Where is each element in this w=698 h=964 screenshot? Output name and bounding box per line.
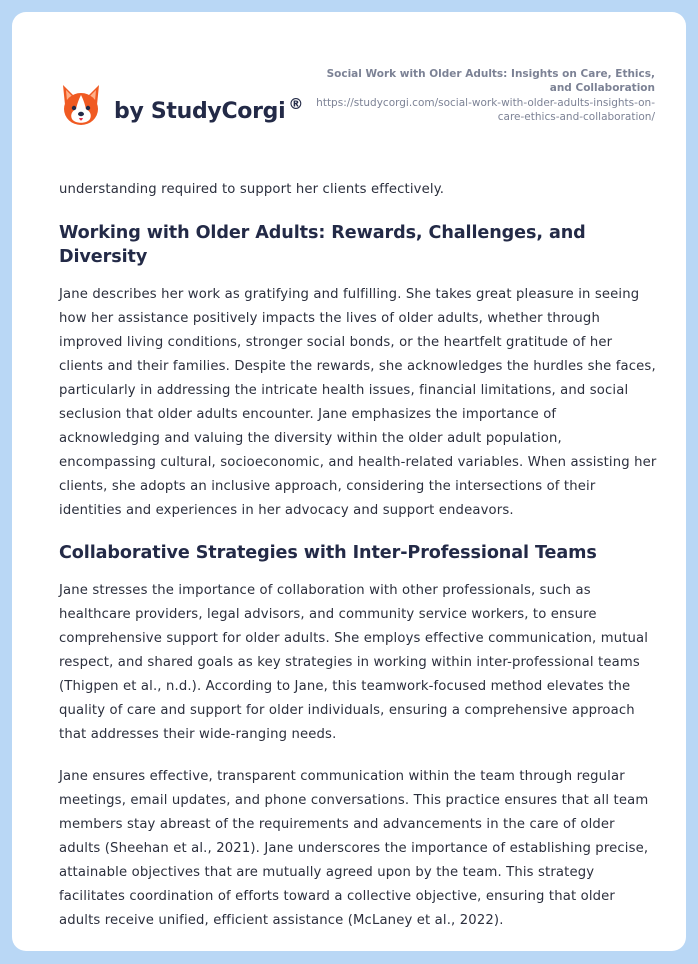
logo-wordmark: by StudyCorgi ®	[114, 94, 304, 124]
document-meta	[315, 67, 655, 124]
intro-paragraph-tail: understanding required to support her clients effectively.	[59, 182, 445, 197]
article-body	[59, 178, 659, 933]
section-paragraph-collaboration-1: Jane stresses the importance of collaboration with other professionals, such as healthcare providers, legal advisors, and community service workers, to ensure comprehensive support for older adults. She employs effective communication, mutual respect, and shared goals as key strategies in working within inter-professional teams (Thigpen et al., n.d.). According to Jane, this teamwork-focused method elevates the quality of care and support for older individuals, ensuring a comprehensive approach that addresses their wide-ranging needs.	[59, 583, 649, 742]
document-page	[12, 12, 686, 951]
section-heading-collaboration: Collaborative Strategies with Inter-Professional Teams	[59, 543, 597, 563]
corgi-logo-icon	[60, 83, 102, 129]
document-title: Social Work with Older Adults: Insights on Care, Ethics, and Collaboration	[326, 68, 655, 94]
section-paragraph-rewards: Jane describes her work as gratifying and fulfilling. She takes great pleasure in seeing how her assistance positively impacts the lives of older adults, whether through improved living conditions, stronger social bonds, or the heartfelt gratitude of her clients and their families. Despite the rewards, she acknowledges the hurdles she faces, particularly in addressing the intricate health issues, financial limitations, and social seclusion that older adults encounter. Jane emphasizes the importance of acknowledging and valuing the diversity within the older adult population, encompassing cultural, socioeconomic, and health-related variables. When assisting her clients, she adopts an inclusive approach, considering the intersections of their identities and experiences in her advocacy and support endeavors.	[59, 287, 657, 518]
studycorgi-logo[interactable]	[60, 76, 303, 136]
section-heading-rewards: Working with Older Adults: Rewards, Challenges, and Diversity	[59, 223, 586, 267]
registered-mark: ®	[288, 94, 304, 113]
section-paragraph-collaboration-2: Jane ensures effective, transparent communication within the team through regular meetings, email updates, and phone conversations. This practice ensures that all team members stay abreast of the requirements and advancements in the care of older adults (Sheehan et al., 2021). Jane underscores the importance of establishing precise, attainable objectives that are mutually agreed upon by the team. This strategy facilitates coordination of efforts toward a collective objective, ensuring that older adults receive unified, efficient assistance (McLaney et al., 2022).	[59, 769, 649, 928]
document-url[interactable]: https://studycorgi.com/social-work-with-older-adults-insights-on-care-ethics-and-collaboration/	[316, 97, 655, 123]
